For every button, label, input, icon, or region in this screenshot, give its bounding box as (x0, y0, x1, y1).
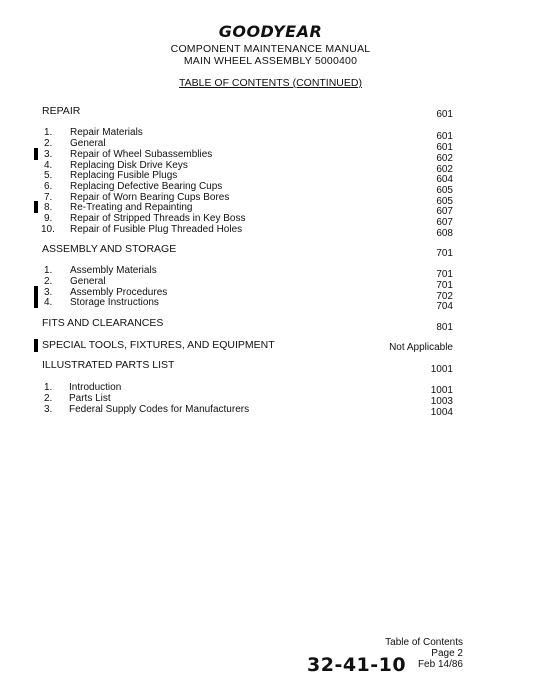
list-item-number: 5. (44, 170, 53, 181)
list-item-page: 1001 (430, 385, 453, 396)
list-item-page: 601 (436, 131, 453, 142)
section-assembly-title: ASSEMBLY AND STORAGE (42, 243, 177, 255)
revision-bar (34, 148, 38, 160)
list-item-label: Repair of Worn Bearing Cups Bores (70, 192, 230, 203)
list-item-number: 2. (44, 276, 53, 287)
list-item-number: 4. (44, 297, 53, 308)
list-item-number: 7. (44, 192, 53, 203)
list-item-page: 608 (436, 228, 453, 239)
list-item-label: Re-Treating and Repainting (70, 202, 193, 213)
list-item-label: General (70, 138, 106, 149)
list-item-page: 704 (436, 301, 453, 312)
list-item-page: 604 (436, 174, 453, 185)
list-item-label: Assembly Materials (70, 265, 157, 276)
list-item-number: 1. (44, 127, 53, 138)
footer-date: Feb 14/86 (417, 659, 463, 670)
list-item-page: 607 (436, 217, 453, 228)
section-special-page: Not Applicable (389, 342, 453, 353)
list-item-number: 4. (44, 160, 53, 171)
list-item-label: Storage Instructions (70, 297, 159, 308)
manual-title: COMPONENT MAINTENANCE MANUAL (170, 43, 371, 55)
list-item-page: 601 (436, 142, 453, 153)
list-item-number: 3. (44, 404, 53, 415)
revision-bar (34, 201, 38, 213)
list-item-page: 605 (436, 185, 453, 196)
list-item-page: 702 (436, 291, 453, 302)
section-ipl-title: ILLUSTRATED PARTS LIST (42, 359, 175, 371)
list-item-label: Repair of Stripped Threads in Key Boss (70, 213, 246, 224)
revision-bar (34, 286, 38, 308)
footer-page-label: Page 2 (431, 648, 463, 659)
chapter-number: 32-41-10 (307, 654, 407, 676)
section-assembly-page: 701 (436, 248, 453, 259)
list-item-number: 3. (44, 149, 53, 160)
list-item-label: Repair of Wheel Subassemblies (70, 149, 213, 160)
section-ipl-page: 1001 (430, 364, 453, 375)
list-item-page: 1003 (430, 396, 453, 407)
list-item-page: 701 (436, 280, 453, 291)
list-item-number: 2. (44, 393, 53, 404)
list-item-label: Repair Materials (70, 127, 143, 138)
toc-title-text: TABLE OF CONTENTS (CONTINUED) (179, 77, 362, 89)
list-item-label: Federal Supply Codes for Manufacturers (69, 404, 250, 415)
list-item-page: 607 (436, 206, 453, 217)
goodyear-logo (0, 22, 541, 41)
list-item-page: 1004 (430, 407, 453, 418)
list-item-label: Replacing Disk Drive Keys (70, 160, 188, 171)
revision-bar (34, 339, 38, 352)
list-item-label: Assembly Procedures (70, 287, 168, 298)
list-item-number: 1. (44, 265, 53, 276)
list-item-label: General (70, 276, 106, 287)
list-item-number: 3. (44, 287, 53, 298)
toc-title (0, 77, 541, 89)
list-item-number: 10. (41, 224, 55, 235)
list-item-label: Introduction (69, 382, 122, 393)
list-item-page: 605 (436, 196, 453, 207)
list-item-number: 9. (44, 213, 53, 224)
list-item-number: 6. (44, 181, 53, 192)
section-repair-title: REPAIR (42, 105, 81, 117)
list-item-page: 602 (436, 153, 453, 164)
list-item-label: Replacing Fusible Plugs (70, 170, 178, 181)
list-item-label: Repair of Fusible Plug Threaded Holes (70, 224, 243, 235)
list-item-page: 701 (436, 269, 453, 280)
list-item-number: 8. (44, 202, 53, 213)
brand-text: GOODYEAR (218, 22, 323, 41)
section-repair-page: 601 (436, 109, 453, 120)
footer-section-label: Table of Contents (385, 637, 463, 648)
list-item-number: 2. (44, 138, 53, 149)
section-special-title: SPECIAL TOOLS, FIXTURES, AND EQUIPMENT (42, 339, 275, 351)
assembly-title: MAIN WHEEL ASSEMBLY 5000400 (183, 55, 358, 67)
list-item-label: Parts List (69, 393, 111, 404)
section-fits-title: FITS AND CLEARANCES (42, 317, 164, 329)
list-item-number: 1. (44, 382, 53, 393)
section-fits-page: 801 (436, 322, 453, 333)
list-item-page: 602 (436, 164, 453, 175)
list-item-label: Replacing Defective Bearing Cups (70, 181, 223, 192)
